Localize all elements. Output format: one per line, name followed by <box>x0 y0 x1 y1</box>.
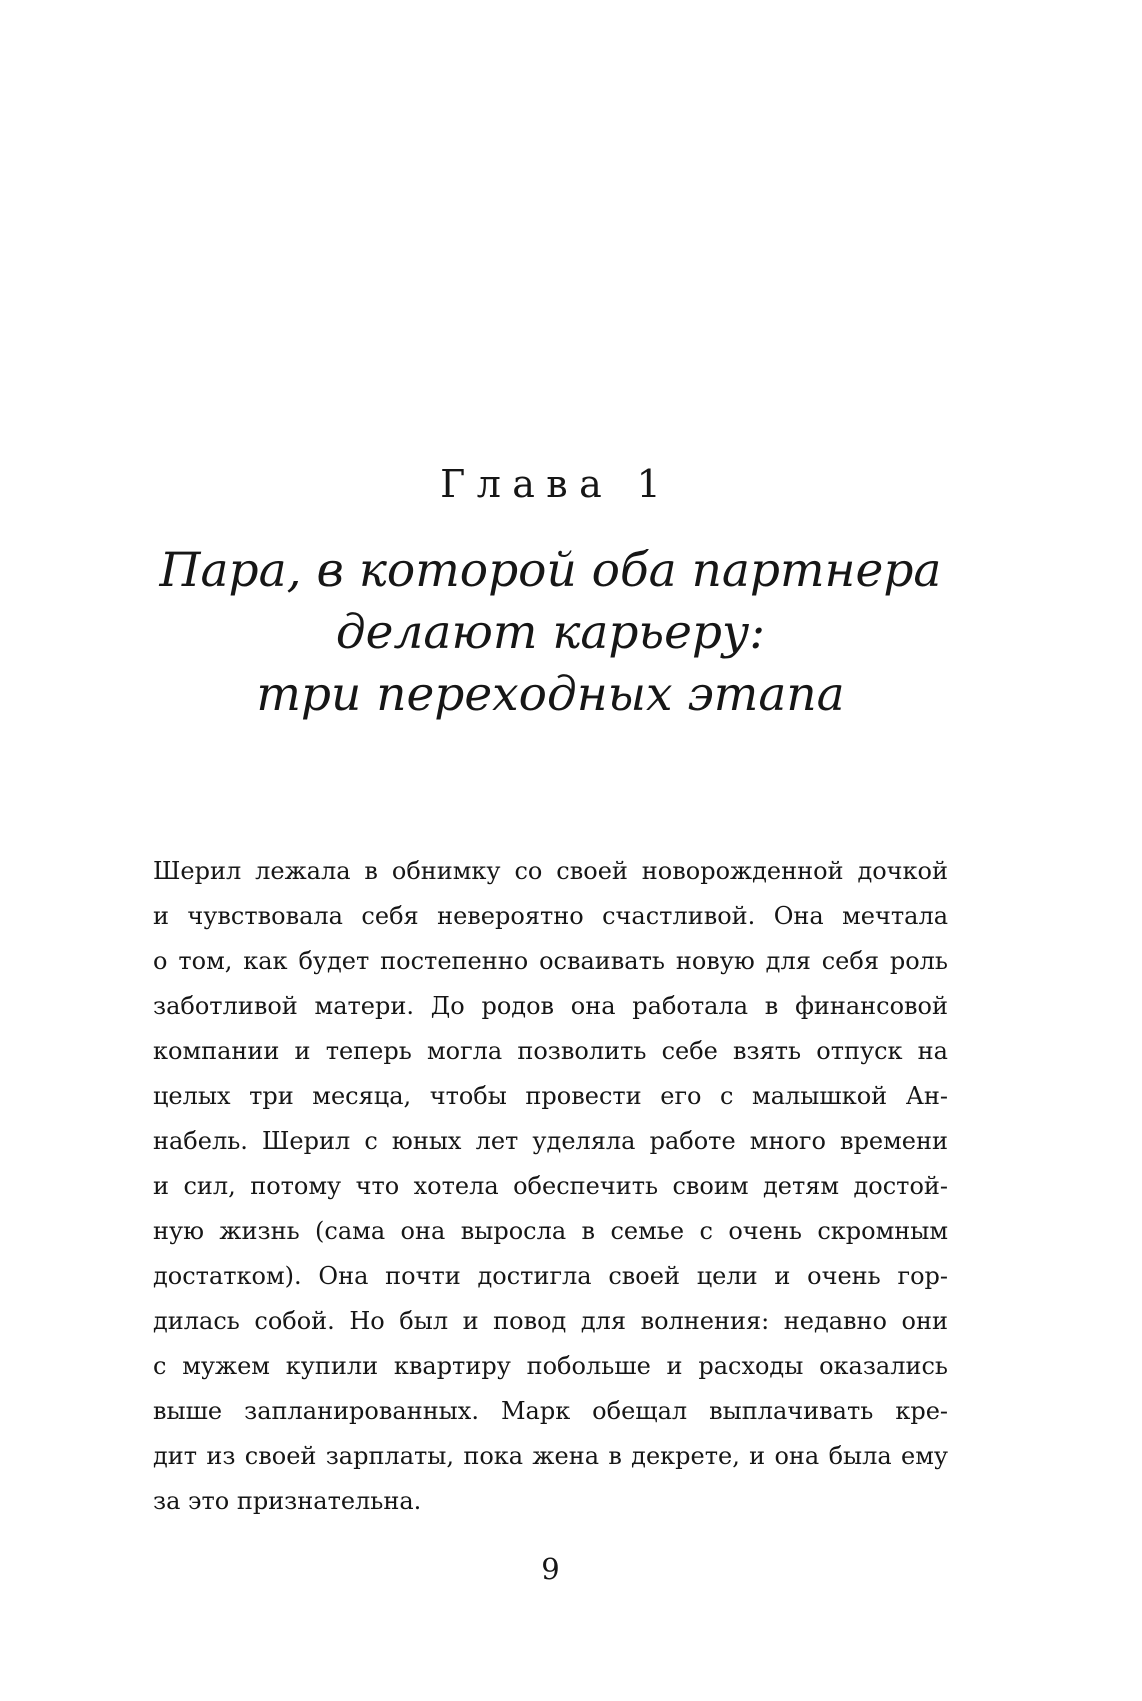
body-text-line: набель. Шерил с юных лет уделяла работе много времени <box>153 1127 948 1155</box>
body-text-line: выше запланированных. Марк обещал выплачивать кре- <box>153 1397 948 1425</box>
chapter-title <box>153 540 948 726</box>
body-paragraph <box>153 849 948 1524</box>
body-text-line: дилась собой. Но был и повод для волнения: недавно они <box>153 1307 948 1335</box>
body-text-line: о том, как будет постепенно осваивать новую для себя роль <box>153 947 948 975</box>
body-text-line: и чувствовала себя невероятно счастливой. Она мечтала <box>153 902 948 930</box>
body-text-line: заботливой матери. До родов она работала в финансовой <box>153 992 948 1020</box>
chapter-title-line-1: Пара, в которой оба партнера <box>159 543 942 598</box>
page-number: 9 <box>541 1552 560 1586</box>
chapter-title-line-2: делают карьеру: <box>335 605 766 660</box>
body-text-line: достатком). Она почти достигла своей цели и очень гор- <box>153 1262 948 1290</box>
body-text-line: целых три месяца, чтобы провести его с малышкой Ан- <box>153 1082 948 1110</box>
body-text-line: за это признательна. <box>153 1487 422 1515</box>
body-text-line: с мужем купили квартиру побольше и расходы оказались <box>153 1352 948 1380</box>
body-text-line: Шерил лежала в обнимку со своей новорожденной дочкой <box>153 857 948 885</box>
chapter-title-line-3: три переходных этапа <box>256 667 845 722</box>
body-text-line: и сил, потому что хотела обеспечить своим детям достой- <box>153 1172 948 1200</box>
body-text-line: дит из своей зарплаты, пока жена в декрете, и она была ему <box>153 1442 948 1470</box>
body-text-line: ную жизнь (сама она выросла в семье с очень скромным <box>153 1217 948 1245</box>
chapter-heading: Глава 1 <box>440 462 673 506</box>
body-text-line: компании и теперь могла позволить себе взять отпуск на <box>153 1037 948 1065</box>
